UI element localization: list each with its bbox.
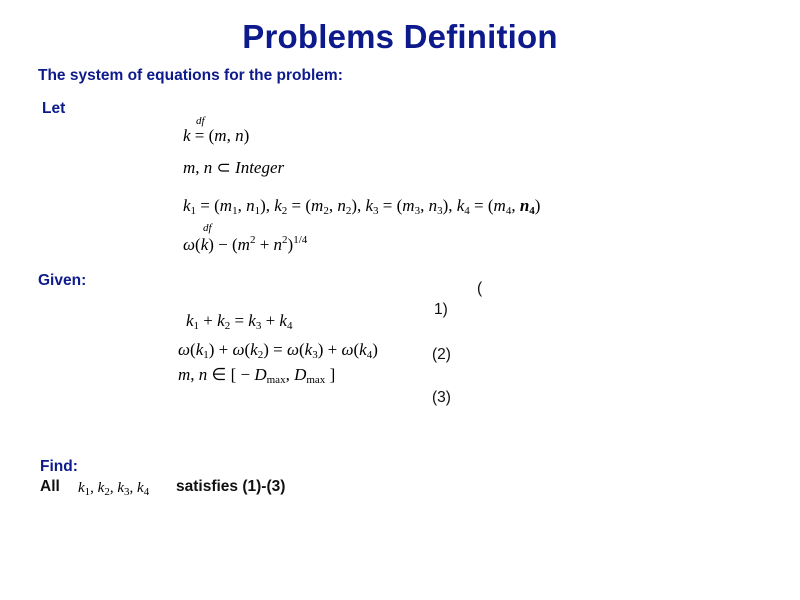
eq-number-3: (3) <box>432 389 451 406</box>
df-marker-2: df <box>203 222 212 234</box>
find-label: Find: <box>40 458 78 475</box>
def-k1-k4-equation: $k_1 = (m_1$, $n_1$), $k_2 = (m_2$, $n_2$), $k_3 = (m_3$, $n_3$), $k_4 = (m_4$, $n_4$) <box>183 196 541 217</box>
given-label: Given: <box>38 272 87 289</box>
eq-number-2: (2) <box>432 346 451 363</box>
find-k-list: $k_1$, $k_2$, $k_3$, $k_4$ <box>78 480 150 498</box>
df-marker-1: df <box>196 115 205 127</box>
def-k-equation: k = (m, n) <box>183 126 250 145</box>
given-eq-sum: $k_1 + k_2 = k_3 + k_4$ <box>186 311 293 332</box>
def-integer-equation: m, n ⊂ Integer <box>183 158 285 177</box>
find-tail-text: satisfies (1)-(3) <box>176 478 286 495</box>
def-omega-equation: $\omega(k) - (m^2 + n^2)^{1/4}$ <box>183 234 308 254</box>
slide-title: Problems Definition <box>242 18 558 55</box>
intro-text: The system of equations for the problem: <box>38 67 343 84</box>
eq-number-paren: ( <box>477 280 483 297</box>
given-eq-omega: $\omega(k_1) + \omega(k_2) = \omega(k_3) + \omega(k_4)$ <box>178 340 378 361</box>
eq-number-1: 1) <box>434 301 448 318</box>
let-label: Let <box>42 100 66 117</box>
given-eq-range: m, n ∈ [ − $D_{max}$, $D_{max}$ ] <box>178 365 336 386</box>
find-all-label: All <box>40 478 60 495</box>
